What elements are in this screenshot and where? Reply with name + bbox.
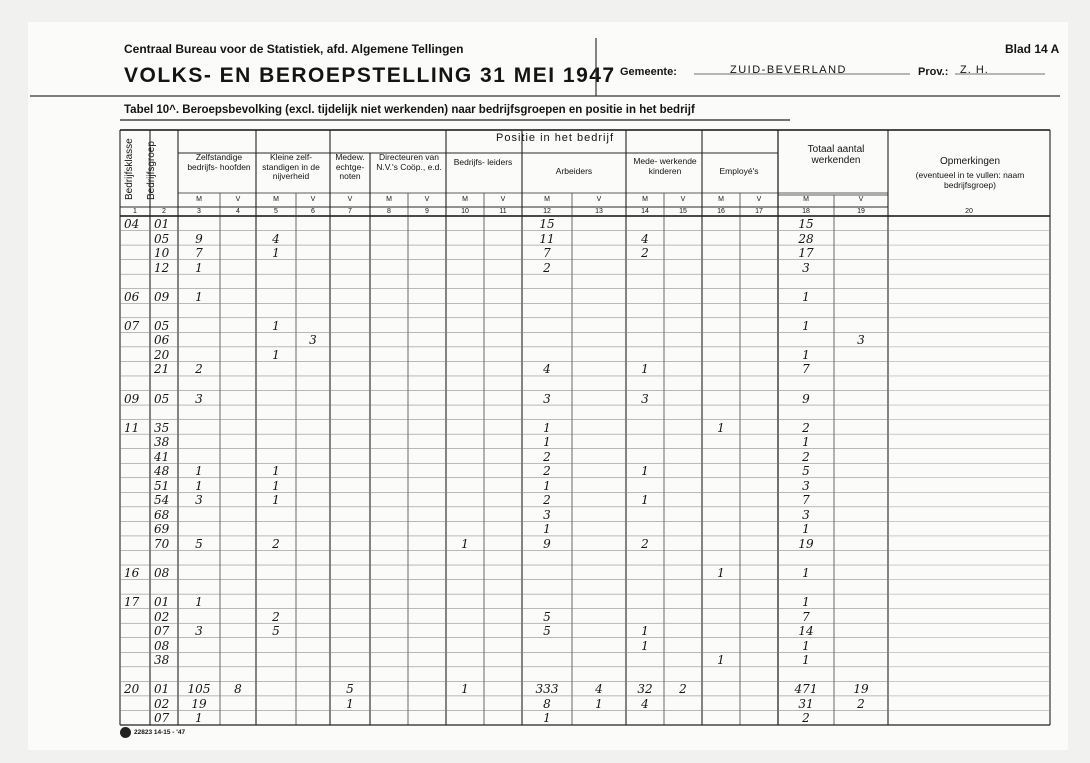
count-cell: 2 xyxy=(802,420,810,435)
count-cell: 5 xyxy=(346,682,354,697)
table-title: Tabel 10^. Beroepsbevolking (excl. tijdelijk niet werkenden) naar bedrijfsgroepen en positie in het bedrijf xyxy=(124,104,695,116)
group-code: 05 xyxy=(154,231,170,246)
group-code: 07 xyxy=(154,624,170,639)
form-title: VOLKS- EN BEROEPSTELLING 31 MEI 1947 xyxy=(124,64,616,87)
group-code: 12 xyxy=(154,260,170,275)
col-self-employed: Zelfstandige bedrijfs- hoofden xyxy=(187,152,251,172)
count-cell: 8 xyxy=(234,682,242,697)
count-cell: 1 xyxy=(195,289,203,304)
column-number: 14 xyxy=(641,208,649,215)
count-cell: 1 xyxy=(641,493,649,508)
class-code: 07 xyxy=(124,318,140,333)
count-cell: 1 xyxy=(272,347,280,362)
sheet-number: Blad 14 A xyxy=(1005,42,1060,56)
count-cell: 4 xyxy=(641,231,649,246)
group-code: 01 xyxy=(154,682,170,697)
column-number: 16 xyxy=(717,208,725,215)
count-cell: 15 xyxy=(539,217,555,231)
column-number: 5 xyxy=(274,208,278,215)
sex-header-v: V xyxy=(680,196,686,203)
group-code: 69 xyxy=(154,522,170,537)
column-number: 3 xyxy=(197,208,201,215)
sex-header-m: M xyxy=(386,196,392,203)
sex-header-m: M xyxy=(273,196,279,203)
count-cell: 1 xyxy=(195,260,203,275)
group-header: Bedrijfsgroep xyxy=(146,141,157,200)
sex-header-v: V xyxy=(235,196,241,203)
group-code: 51 xyxy=(154,478,170,493)
count-cell: 3 xyxy=(195,391,203,406)
count-cell: 1 xyxy=(195,711,203,726)
count-cell: 3 xyxy=(857,333,865,348)
sex-header-m: M xyxy=(196,196,202,203)
group-code: 06 xyxy=(154,333,170,348)
count-cell: 1 xyxy=(641,464,649,479)
column-number: 18 xyxy=(802,208,810,215)
col-workers: Arbeiders xyxy=(555,166,593,176)
count-cell: 3 xyxy=(802,260,810,275)
col-spouses: Medew. echtge- noten xyxy=(335,152,365,181)
column-number: 19 xyxy=(857,208,865,215)
group-code: 54 xyxy=(154,493,170,508)
sex-header-m: M xyxy=(803,196,809,203)
column-number: 11 xyxy=(499,208,507,215)
count-cell: 1 xyxy=(595,696,603,711)
column-number: 10 xyxy=(461,208,469,215)
group-code: 10 xyxy=(154,246,170,261)
count-cell: 19 xyxy=(798,536,814,551)
count-cell: 9 xyxy=(802,391,810,406)
bureau-name: Centraal Bureau voor de Statistiek, afd. Algemene Tellingen xyxy=(124,42,464,56)
group-code: 01 xyxy=(154,595,170,610)
count-cell: 11 xyxy=(539,231,555,246)
count-cell: 7 xyxy=(543,246,551,261)
column-number: 9 xyxy=(425,208,429,215)
class-code: 16 xyxy=(124,566,140,581)
count-cell: 1 xyxy=(802,653,810,668)
count-cell: 1 xyxy=(802,435,810,450)
column-number: 6 xyxy=(311,208,315,215)
column-number: 13 xyxy=(595,208,603,215)
count-cell: 3 xyxy=(543,391,551,406)
count-cell: 1 xyxy=(543,420,551,435)
count-cell: 1 xyxy=(346,696,354,711)
count-cell: 2 xyxy=(802,711,810,726)
group-code: 68 xyxy=(154,507,170,522)
count-cell: 5 xyxy=(543,624,551,639)
count-cell: 1 xyxy=(272,478,280,493)
count-cell: 105 xyxy=(187,682,211,697)
count-cell: 5 xyxy=(195,536,203,551)
group-code: 38 xyxy=(154,653,170,668)
count-cell: 1 xyxy=(641,362,649,377)
count-cell: 2 xyxy=(641,246,649,261)
count-cell: 2 xyxy=(272,536,280,551)
group-code: 20 xyxy=(154,347,170,362)
count-cell: 19 xyxy=(853,682,869,697)
position-header: Positie in het bedrijf xyxy=(496,132,614,144)
count-cell: 7 xyxy=(195,246,203,261)
sex-header-v: V xyxy=(858,196,864,203)
column-number: 7 xyxy=(348,208,352,215)
count-cell: 1 xyxy=(195,464,203,479)
count-cell: 3 xyxy=(802,478,810,493)
count-cell: 7 xyxy=(802,609,810,624)
municipality-value: ZUID-BEVERLAND xyxy=(730,64,847,76)
column-number: 4 xyxy=(236,208,240,215)
count-cell: 7 xyxy=(802,493,810,508)
group-code: 41 xyxy=(154,449,170,464)
group-code: 48 xyxy=(154,464,170,479)
column-number: 12 xyxy=(543,208,551,215)
count-cell: 2 xyxy=(543,464,551,479)
count-cell: 4 xyxy=(543,362,551,377)
count-cell: 1 xyxy=(543,522,551,537)
province-value: Z. H. xyxy=(960,64,989,76)
count-cell: 1 xyxy=(543,435,551,450)
count-cell: 1 xyxy=(272,246,280,261)
municipality-label: Gemeente: xyxy=(620,66,677,78)
sex-header-m: M xyxy=(642,196,648,203)
column-number: 2 xyxy=(162,208,166,215)
count-cell: 471 xyxy=(794,682,818,697)
count-cell: 1 xyxy=(802,318,810,333)
count-cell: 1 xyxy=(543,478,551,493)
count-cell: 2 xyxy=(857,696,865,711)
column-number: 20 xyxy=(965,208,973,215)
count-cell: 31 xyxy=(798,696,814,711)
count-cell: 2 xyxy=(543,449,551,464)
count-cell: 7 xyxy=(802,362,810,377)
group-code: 08 xyxy=(154,566,170,581)
sex-header-m: M xyxy=(462,196,468,203)
count-cell: 1 xyxy=(641,638,649,653)
count-cell: 1 xyxy=(802,289,810,304)
col-managers: Bedrijfs- leiders xyxy=(453,157,513,167)
count-cell: 1 xyxy=(641,624,649,639)
count-cell: 3 xyxy=(195,493,203,508)
count-cell: 1 xyxy=(195,478,203,493)
count-cell: 28 xyxy=(798,231,814,246)
sex-header-v: V xyxy=(500,196,506,203)
column-number: 1 xyxy=(133,208,137,215)
count-cell: 5 xyxy=(272,624,280,639)
class-code: 09 xyxy=(124,391,140,406)
group-code: 05 xyxy=(154,391,170,406)
count-cell: 1 xyxy=(272,318,280,333)
count-cell: 8 xyxy=(543,696,551,711)
count-cell: 1 xyxy=(461,536,469,551)
count-cell: 1 xyxy=(461,682,469,697)
count-cell: 1 xyxy=(802,347,810,362)
col-remarks-note: (eventueel in te vullen: naam bedrijfsgroep) xyxy=(915,170,1025,190)
class-code: 11 xyxy=(124,420,140,435)
footer-code: 22823 14-15 - '47 xyxy=(134,729,186,736)
count-cell: 2 xyxy=(272,609,280,624)
class-code: 04 xyxy=(124,217,140,231)
group-code: 01 xyxy=(154,217,170,231)
count-cell: 2 xyxy=(679,682,687,697)
count-cell: 1 xyxy=(543,711,551,726)
group-code: 02 xyxy=(154,609,170,624)
province-label: Prov.: xyxy=(918,66,949,78)
col-employees: Employé's xyxy=(719,166,759,176)
count-cell: 1 xyxy=(802,566,810,581)
count-cell: 1 xyxy=(717,420,725,435)
count-cell: 14 xyxy=(798,624,814,639)
count-cell: 3 xyxy=(309,333,317,348)
count-cell: 333 xyxy=(535,682,559,697)
group-code: 35 xyxy=(154,420,170,435)
column-number: 17 xyxy=(755,208,763,215)
count-cell: 2 xyxy=(641,536,649,551)
count-cell: 3 xyxy=(195,624,203,639)
count-cell: 19 xyxy=(191,696,207,711)
count-cell: 1 xyxy=(802,522,810,537)
column-number: 8 xyxy=(387,208,391,215)
count-cell: 3 xyxy=(802,507,810,522)
count-cell: 5 xyxy=(802,464,810,479)
count-cell: 17 xyxy=(798,246,814,261)
group-code: 38 xyxy=(154,435,170,450)
class-code: 17 xyxy=(124,595,140,610)
col-children: Mede- werkende kinderen xyxy=(633,156,697,176)
group-code: 08 xyxy=(154,638,170,653)
count-cell: 15 xyxy=(798,217,814,231)
count-cell: 4 xyxy=(595,682,603,697)
class-code: 20 xyxy=(124,682,140,697)
group-code: 70 xyxy=(154,536,170,551)
col-directors: Directeuren van N.V.'s Coöp., e.d. xyxy=(376,152,442,172)
col-small-self: Kleine zelf- standigen in de nijverheid xyxy=(262,152,320,181)
sex-header-m: M xyxy=(718,196,724,203)
count-cell: 4 xyxy=(272,231,280,246)
sex-header-v: V xyxy=(424,196,430,203)
count-cell: 2 xyxy=(543,493,551,508)
count-cell: 1 xyxy=(802,638,810,653)
count-cell: 1 xyxy=(272,464,280,479)
count-cell: 3 xyxy=(641,391,649,406)
count-cell: 1 xyxy=(717,566,725,581)
count-cell: 9 xyxy=(543,536,551,551)
count-cell: 2 xyxy=(195,362,203,377)
sex-header-m: M xyxy=(544,196,550,203)
col-remarks: Opmerkingen xyxy=(939,156,1001,167)
group-code: 09 xyxy=(154,289,170,304)
sex-header-v: V xyxy=(347,196,353,203)
column-number: 15 xyxy=(679,208,687,215)
count-cell: 32 xyxy=(637,682,653,697)
count-cell: 5 xyxy=(543,609,551,624)
count-cell: 9 xyxy=(195,231,203,246)
count-cell: 1 xyxy=(272,493,280,508)
count-cell: 1 xyxy=(802,595,810,610)
group-code: 21 xyxy=(154,362,170,377)
group-code: 07 xyxy=(154,711,170,726)
count-cell: 1 xyxy=(717,653,725,668)
count-cell: 4 xyxy=(641,696,649,711)
col-total: Totaal aantal werkenden xyxy=(807,144,865,166)
sex-header-v: V xyxy=(310,196,316,203)
class-header: Bedrijfsklasse xyxy=(124,138,135,200)
printer-logo-icon xyxy=(120,727,131,738)
count-cell: 3 xyxy=(543,507,551,522)
count-cell: 1 xyxy=(195,595,203,610)
class-code: 06 xyxy=(124,289,140,304)
sex-header-v: V xyxy=(756,196,762,203)
count-cell: 2 xyxy=(543,260,551,275)
group-code: 05 xyxy=(154,318,170,333)
group-code: 02 xyxy=(154,696,170,711)
count-cell: 2 xyxy=(802,449,810,464)
sex-header-v: V xyxy=(596,196,602,203)
